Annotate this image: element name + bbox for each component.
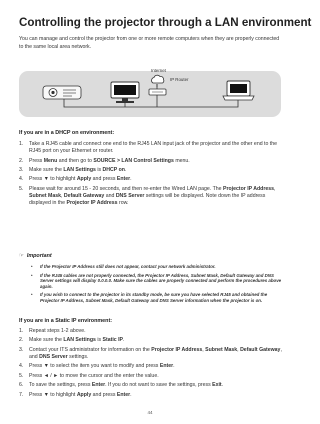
list-item: 1. Repeat steps 1-2 above. xyxy=(19,328,86,334)
list-item: 2. Make sure the LAN Settings is Static IP. xyxy=(19,337,125,344)
page-title: Controlling the projector through a LAN environment xyxy=(19,16,312,29)
list-item: • If the Projector IP Address still does not appear, contact your network administrator. xyxy=(30,264,282,270)
list-item: 5. Please wait for around 15 - 20 seconds, and then re-enter the Wired LAN page. The Projector IP Address, Subnet Mask, Default Gateway and DNS Server settings will be displayed. Note down the IP address displayed in the Projector IP Address row. xyxy=(19,185,276,207)
dhcp-steps xyxy=(19,141,284,210)
list-item: • If the RJ45 cables are not properly connected, the Projector IP Address, Subnet Mask, Default Gateway and DNS Server settings will display 0.0.0.0. Make sure the cables are properly connected and perform the procedures above again. xyxy=(30,273,282,290)
list-item: 2. Press Menu and then go to SOURCE > LAN Control Settings menu. xyxy=(19,157,190,164)
note-icon: ☞ xyxy=(19,253,24,259)
list-item: 3. Make sure the LAN Settings is DHCP on. xyxy=(19,166,127,173)
internet-label: Internet xyxy=(151,68,166,73)
list-item: 1. Take a RJ45 cable and connect one end to the RJ45 LAN input jack of the projector and the other end to the RJ45 port on your Ethernet or router. xyxy=(19,141,278,155)
static-steps xyxy=(19,328,284,401)
router-icon xyxy=(149,89,166,95)
projector-icon xyxy=(43,86,81,99)
list-item: 3. Contact your ITS administrator for information on the Projector IP Address, Subnet Mask, Default Gateway, and DNS Server settings. xyxy=(19,346,282,360)
intro-paragraph: You can manage and control the projector from one or more remote computers when they are properly connected to the same local area network. xyxy=(19,36,280,50)
network-diagram xyxy=(0,62,300,124)
list-item: 4. Press ▼ to select the item you want to modify and press Enter. xyxy=(19,363,175,370)
list-item: 5. Press ◄ / ► to move the cursor and the enter the value. xyxy=(19,372,159,379)
static-heading: If you are in a Static IP environment: xyxy=(19,318,113,324)
important-notes xyxy=(30,264,282,307)
list-item: • If you wish to connect to the projector in its standby mode, be sure you have selected RJ45 and obtained the Projector IP Address, Subnet Mask, Default Gateway and DNS Server information when the projector is on. xyxy=(30,292,282,303)
page-number: 44 xyxy=(147,410,153,415)
list-item: 6. To save the settings, press Enter. If you do not want to save the settings, press Exit. xyxy=(19,382,224,389)
laptop-icon xyxy=(223,81,254,100)
router-label: IP Router xyxy=(170,77,189,82)
dhcp-heading: If you are in a DHCP on environment: xyxy=(19,130,115,136)
list-item: 4. Press ▼ to highlight Apply and press Enter. xyxy=(19,176,132,183)
important-heading: ☞ Important xyxy=(19,253,52,259)
list-item: 7. Press ▼ to highlight Apply and press Enter. xyxy=(19,391,132,398)
